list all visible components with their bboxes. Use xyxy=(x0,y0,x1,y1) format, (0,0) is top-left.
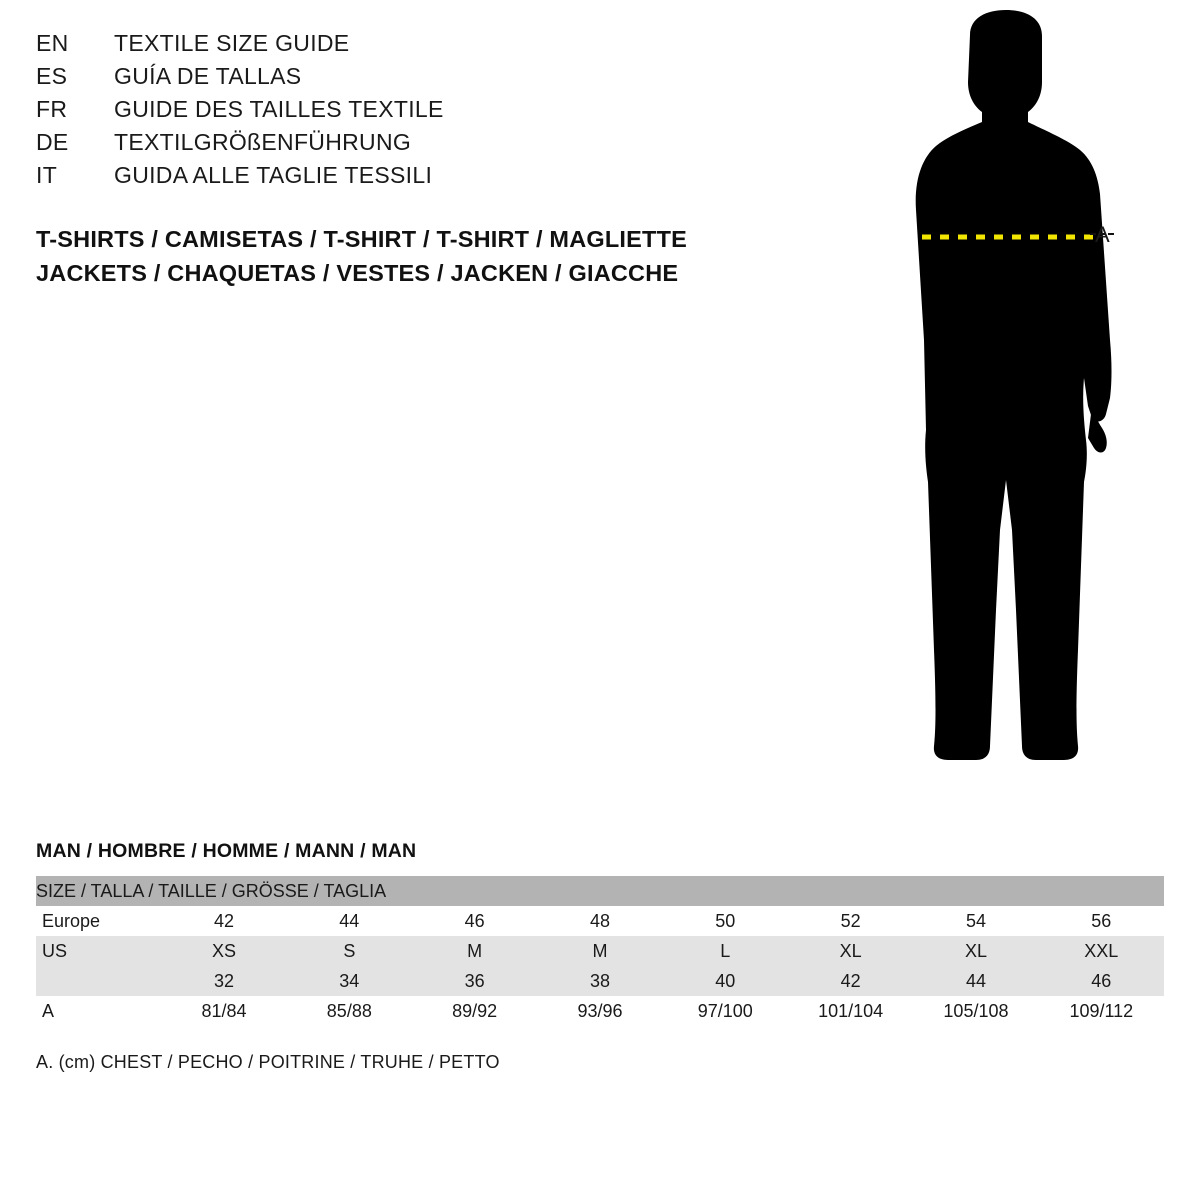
category-block xyxy=(36,222,836,290)
language-text: TEXTILE SIZE GUIDE xyxy=(114,30,350,56)
table-cell: 32 xyxy=(161,966,286,996)
table-section-title: MAN / HOMBRE / HOMME / MANN / MAN xyxy=(36,840,417,862)
language-text: GUIDE DES TAILLES TEXTILE xyxy=(114,96,444,122)
row-label: A xyxy=(36,996,161,1026)
language-row xyxy=(36,63,796,96)
table-cell: M xyxy=(412,936,537,966)
language-row xyxy=(36,30,796,63)
table-footnote: A. (cm) CHEST / PECHO / POITRINE / TRUHE / PETTO xyxy=(36,1052,500,1072)
male-silhouette-figure xyxy=(830,10,1190,800)
table-cell: 44 xyxy=(913,966,1038,996)
row-label: US xyxy=(36,936,161,966)
table-cell: XS xyxy=(161,936,286,966)
table-cell: 81/84 xyxy=(161,996,286,1026)
table-cell: 40 xyxy=(663,966,788,996)
table-cell: 89/92 xyxy=(412,996,537,1026)
language-row xyxy=(36,129,796,162)
table-cell: 105/108 xyxy=(913,996,1038,1026)
language-code: IT xyxy=(36,162,58,188)
language-code: DE xyxy=(36,129,69,155)
table-cell: XXL xyxy=(1039,936,1164,966)
table-header-row xyxy=(36,876,1164,906)
table-cell: 42 xyxy=(161,906,286,936)
table-cell: S xyxy=(287,936,412,966)
table-cell: XL xyxy=(913,936,1038,966)
language-code: FR xyxy=(36,96,68,122)
category-line-jackets: JACKETS / CHAQUETAS / VESTES / JACKEN / GIACCHE xyxy=(36,260,679,286)
table-cell: 93/96 xyxy=(537,996,662,1026)
table-cell: 50 xyxy=(663,906,788,936)
table-cell: 42 xyxy=(788,966,913,996)
table-cell: 54 xyxy=(913,906,1038,936)
language-text: GUIDA ALLE TAGLIE TESSILI xyxy=(114,162,433,188)
language-row xyxy=(36,162,796,195)
table-cell: 52 xyxy=(788,906,913,936)
table-cell: 56 xyxy=(1039,906,1164,936)
table-row xyxy=(36,996,1164,1026)
size-table-section xyxy=(36,840,1164,1073)
table-row xyxy=(36,906,1164,936)
size-table xyxy=(36,876,1164,1026)
table-cell: 97/100 xyxy=(663,996,788,1026)
table-cell: 48 xyxy=(537,906,662,936)
table-cell: L xyxy=(663,936,788,966)
language-text: TEXTILGRÖßENFÜHRUNG xyxy=(114,129,412,155)
table-cell: 46 xyxy=(412,906,537,936)
table-cell: 85/88 xyxy=(287,996,412,1026)
table-cell: 109/112 xyxy=(1039,996,1164,1026)
table-cell: 34 xyxy=(287,966,412,996)
row-label: Europe xyxy=(36,906,161,936)
language-header-block xyxy=(36,30,796,195)
table-cell: 36 xyxy=(412,966,537,996)
language-code: ES xyxy=(36,63,68,89)
table-cell: 46 xyxy=(1039,966,1164,996)
silhouette-shape xyxy=(916,10,1112,760)
language-row xyxy=(36,96,796,129)
language-text: GUÍA DE TALLAS xyxy=(114,63,302,89)
table-row xyxy=(36,936,1164,966)
table-cell: 101/104 xyxy=(788,996,913,1026)
table-cell: 38 xyxy=(537,966,662,996)
category-line-tshirts: T-SHIRTS / CAMISETAS / T-SHIRT / T-SHIRT / MAGLIETTE xyxy=(36,226,687,252)
table-cell: XL xyxy=(788,936,913,966)
measure-label-a: A xyxy=(1095,222,1111,247)
language-code: EN xyxy=(36,30,69,56)
table-row xyxy=(36,966,1164,996)
table-cell: 44 xyxy=(287,906,412,936)
row-label xyxy=(36,966,161,996)
table-cell: M xyxy=(537,936,662,966)
table-header-label: SIZE / TALLA / TAILLE / GRÖSSE / TAGLIA xyxy=(36,876,1164,906)
